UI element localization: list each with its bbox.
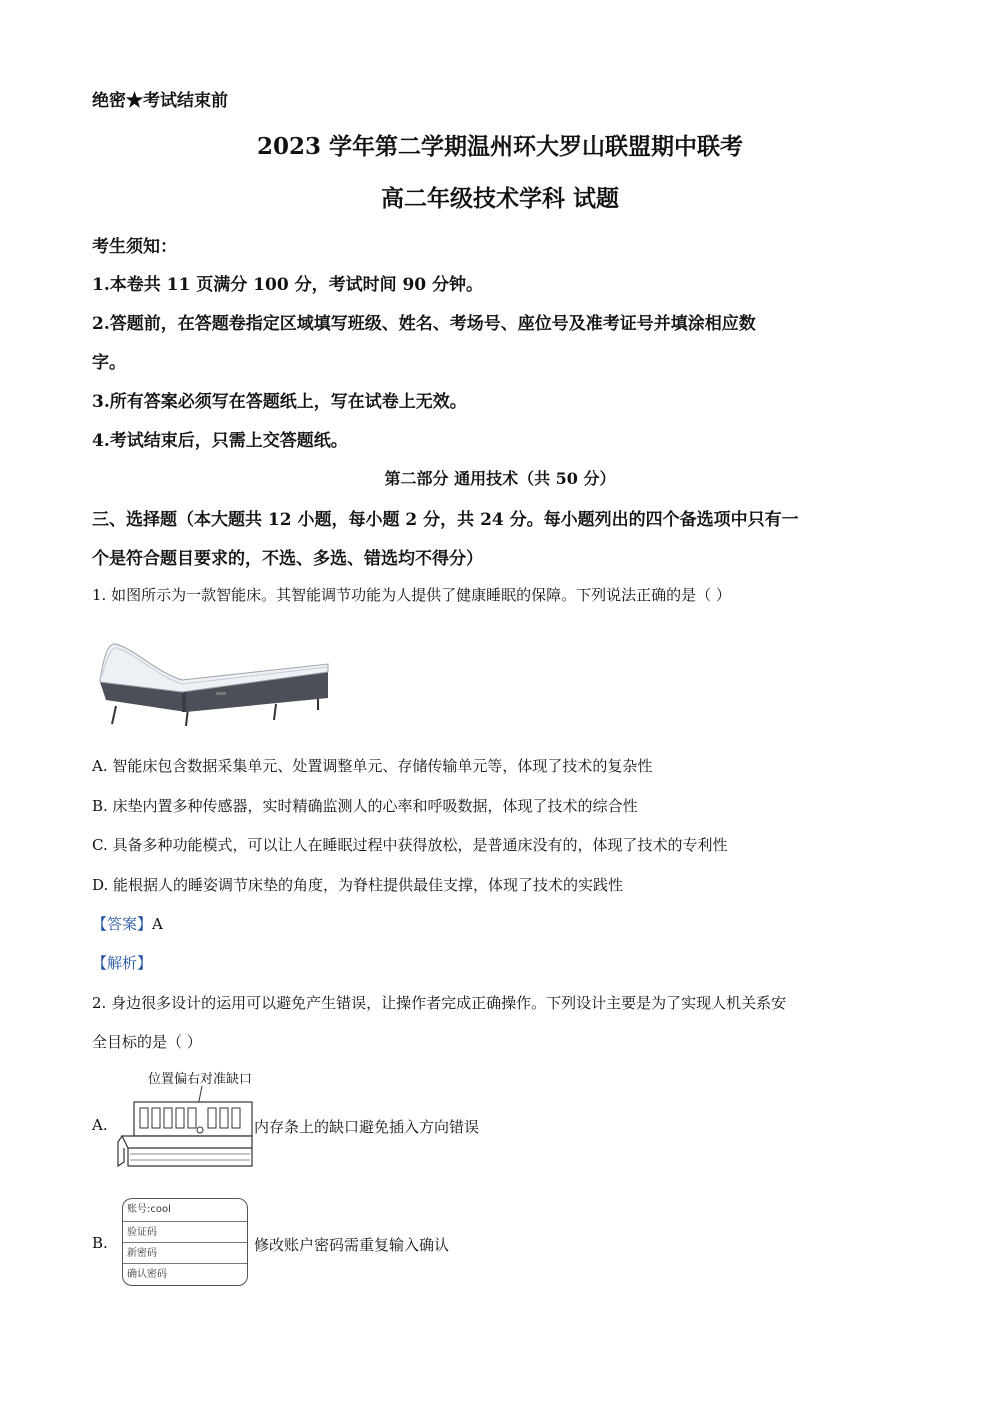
notice-item: 1.本卷共 11 页满分 100 分，考试时间 90 分钟。 <box>92 275 484 295</box>
q1-option-a: A. 智能床包含数据采集单元、处置调整单元、存储传输单元等，体现了技术的复杂性 <box>92 757 653 775</box>
q1-analysis-tag: 【解析】 <box>92 954 153 972</box>
memory-module-image <box>116 1086 256 1172</box>
answer-value: A <box>152 915 163 933</box>
answer-tag: 【答案】 <box>92 915 153 933</box>
q1-option-d: D. 能根据人的睡姿调节床垫的角度，为脊柱提供最佳支撑，体现了技术的实践性 <box>92 876 624 894</box>
form-row-new-password: 新密码 <box>123 1242 247 1263</box>
part-title: 第二部分 通用技术（共 50 分） <box>384 469 616 488</box>
notice-item: 3.所有答案必须写在答题纸上，写在试卷上无效。 <box>92 392 467 412</box>
form-row-account: 账号:cool <box>127 1204 171 1215</box>
question-2-stem-cont: 全目标的是（ ） <box>92 1033 202 1051</box>
question-2-stem: 2. 身边很多设计的运用可以避免产生错误，让操作者完成正确操作。下列设计主要是为了实现人机关系安 <box>92 994 787 1012</box>
password-form-image <box>122 1198 248 1286</box>
q2-option-b-text: 修改账户密码需重复输入确认 <box>254 1236 450 1254</box>
smart-bed-image <box>96 636 336 728</box>
memory-notch-caption: 位置偏右对准缺口 <box>148 1072 253 1087</box>
confidential-label: 绝密★考试结束前 <box>92 91 228 111</box>
form-row-confirm-password: 确认密码 <box>123 1263 247 1284</box>
form-row-captcha: 验证码 <box>123 1221 247 1242</box>
q1-option-c: C. 具备多种功能模式，可以让人在睡眠过程中获得放松，是普通床没有的，体现了技术的专利性 <box>92 836 728 854</box>
q1-answer <box>92 913 163 934</box>
q1-option-b: B. 床垫内置多种传感器，实时精确监测人的心率和呼吸数据，体现了技术的综合性 <box>92 797 638 815</box>
notice-item: 2.答题前，在答题卷指定区域填写班级、姓名、考场号、座位号及准考证号并填涂相应数 <box>92 314 756 334</box>
section-heading: 三、选择题（本大题共 12 小题，每小题 2 分，共 24 分。每小题列出的四个备选项中只有一 <box>92 510 799 530</box>
q2-option-a-text: 内存条上的缺口避免插入方向错误 <box>254 1118 480 1136</box>
section-heading-cont: 个是符合题目要求的，不选、多选、错选均不得分） <box>92 549 483 569</box>
exam-subtitle: 高二年级技术学科 试题 <box>380 185 619 212</box>
notice-heading: 考生须知： <box>92 237 177 257</box>
q2-option-b-letter: B. <box>92 1234 108 1252</box>
notice-item: 字。 <box>92 353 126 373</box>
q2-option-a-letter: A. <box>92 1116 108 1134</box>
exam-title: 2023 学年第二学期温州环大罗山联盟期中联考 <box>256 133 744 160</box>
question-1-stem: 1. 如图所示为一款智能床。其智能调节功能为人提供了健康睡眠的保障。下列说法正确的是（ ） <box>92 586 731 604</box>
notice-item: 4.考试结束后，只需上交答题纸。 <box>92 431 348 451</box>
